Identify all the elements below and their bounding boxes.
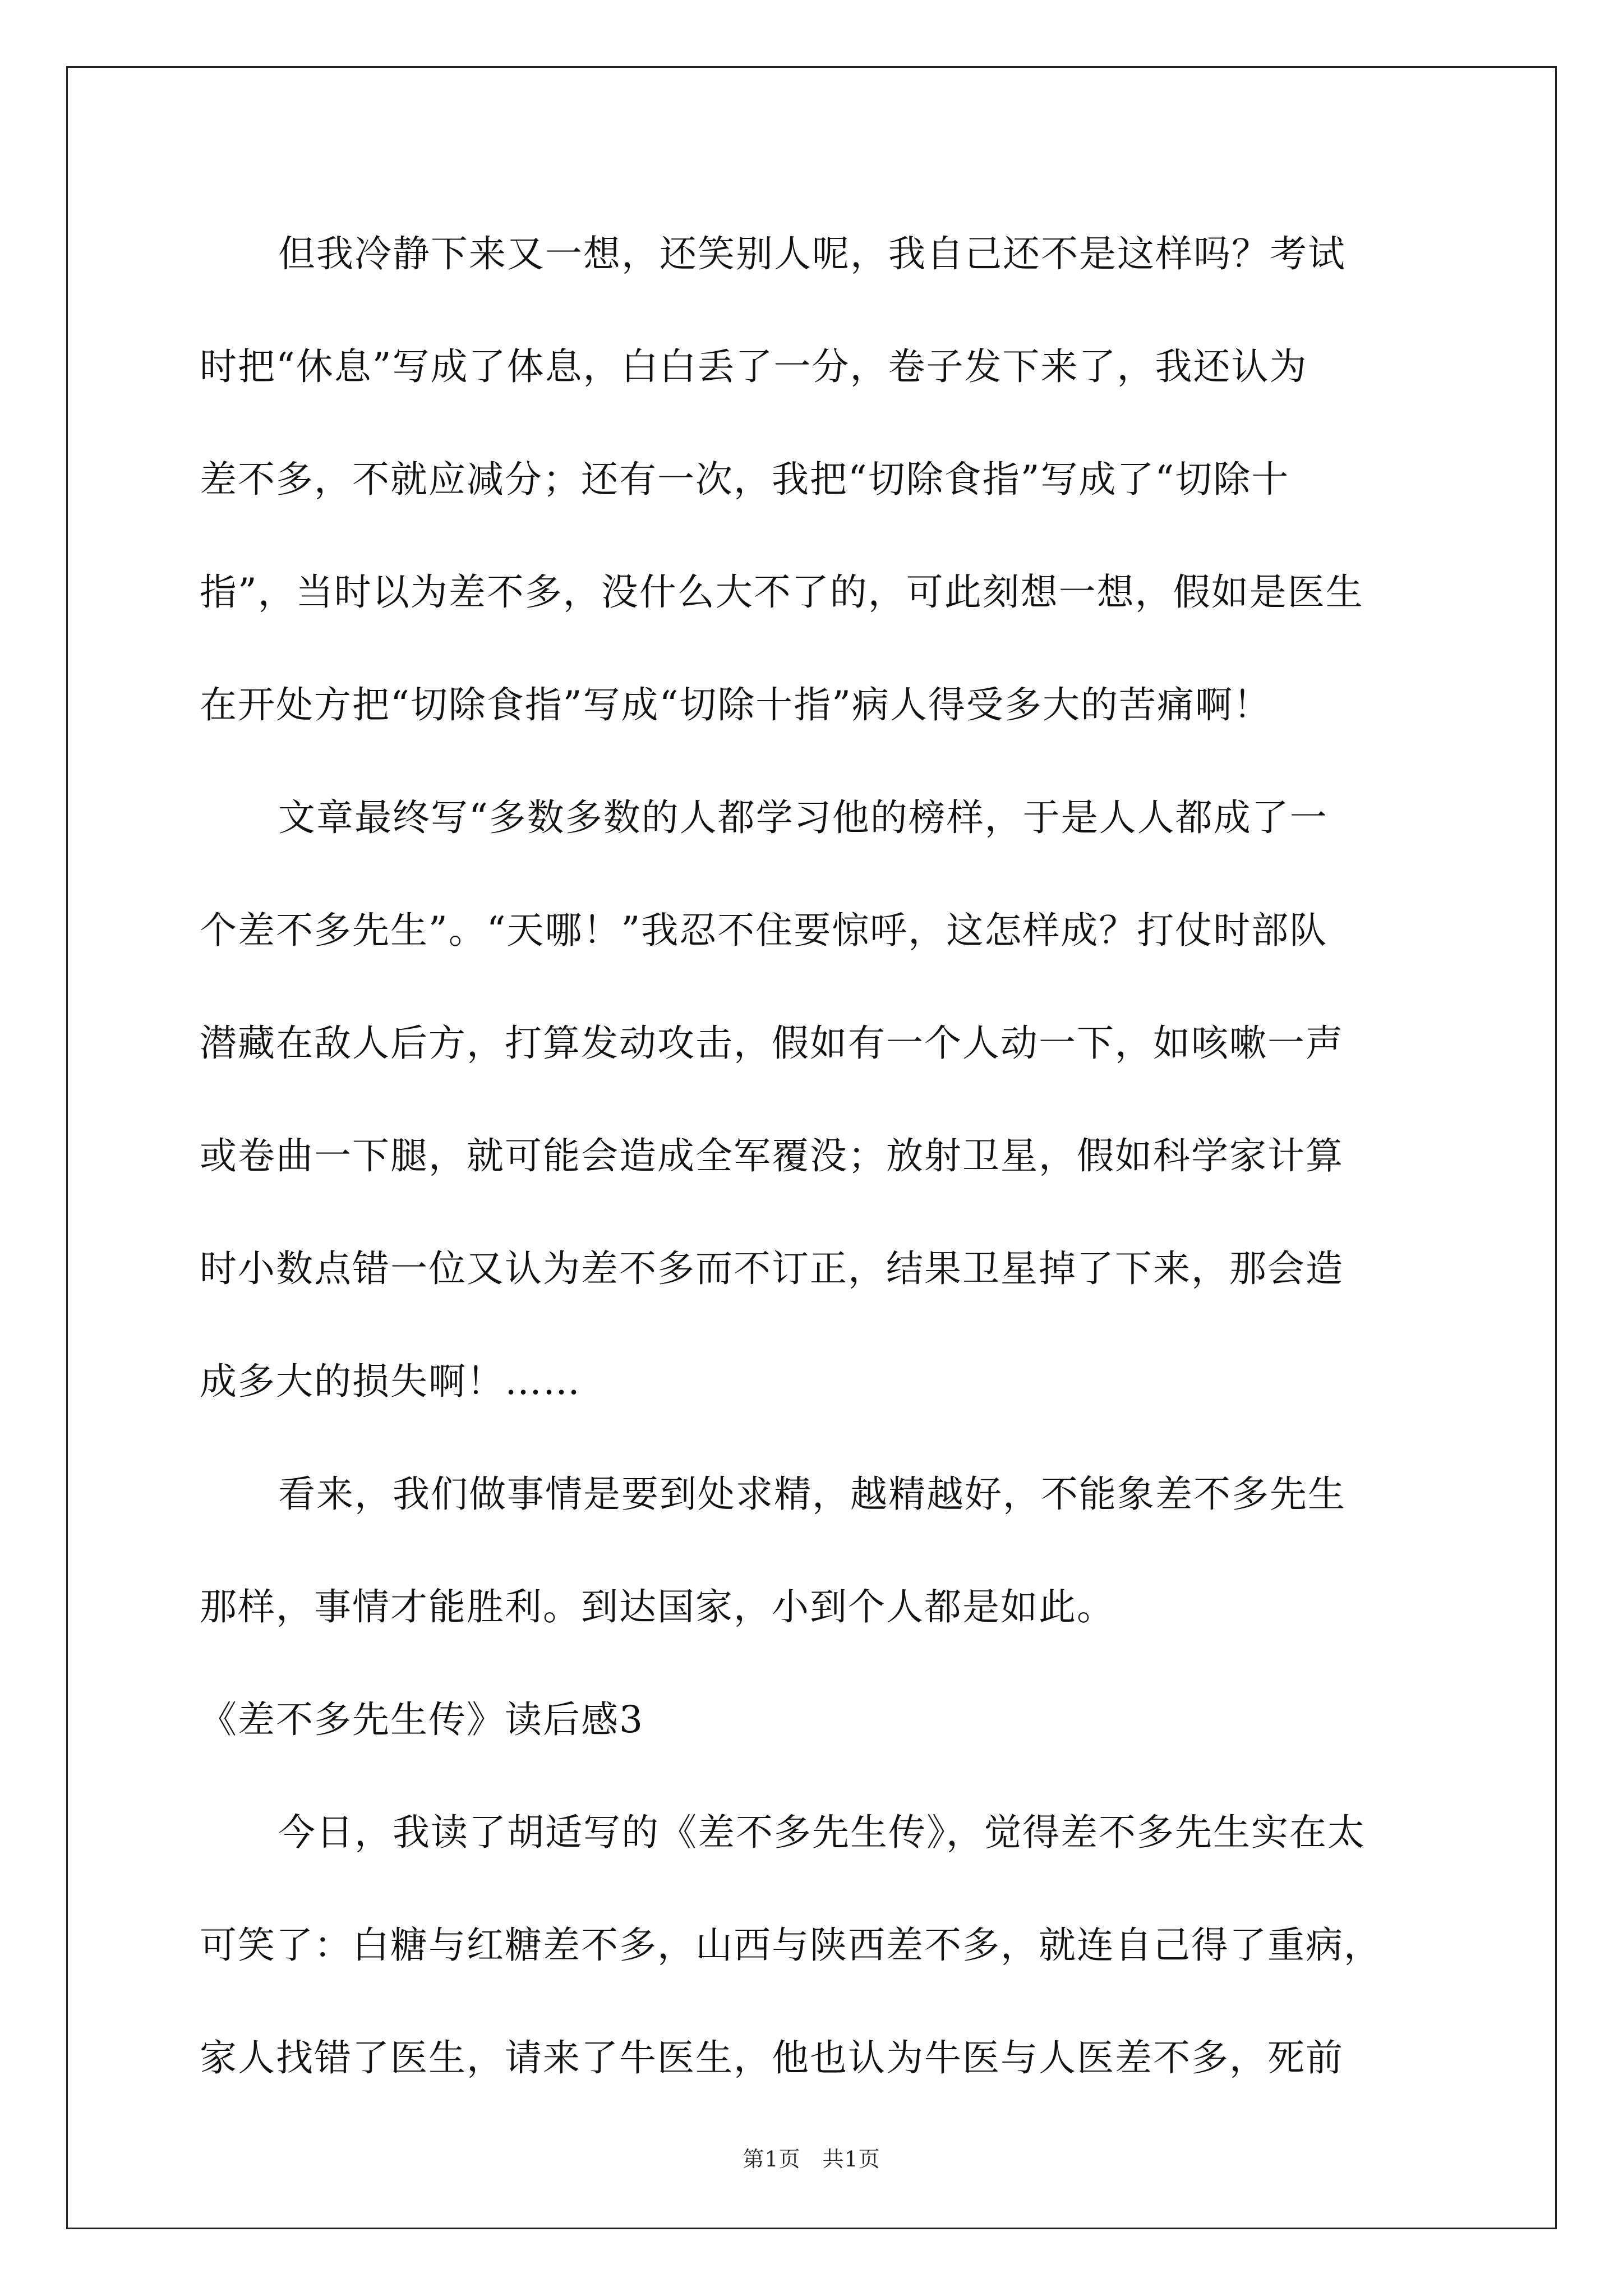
paragraph-line: 差不多，不就应减分；还有一次，我把“切除食指”写成了“切除十: [200, 458, 1290, 501]
paragraph-line: 那样，事情才能胜利。到达国家，小到个人都是如此。: [200, 1585, 1115, 1628]
page-number-footer: 第1页 共1页: [743, 2147, 880, 2171]
paragraph-line: 成多大的损失啊！……: [200, 1360, 581, 1403]
paragraph-line: 时小数点错一位又认为差不多而不订正，结果卫星掉了下来，那会造: [200, 1247, 1344, 1290]
document-body: [200, 224, 1428, 2141]
paragraph-line: 家人找错了医生，请来了牛医生，他也认为牛医与人医差不多，死前: [200, 2036, 1344, 2079]
paragraph-line: 或卷曲一下腿，就可能会造成全军覆没；放射卫星，假如科学家计算: [200, 1134, 1344, 1177]
paragraph-line: 今日，我读了胡适写的《差不多先生传》，觉得差不多先生实在太: [278, 1811, 1366, 1854]
paragraph-line: 指”，当时以为差不多，没什么大不了的，可此刻想一想，假如是医生: [200, 570, 1364, 614]
paragraph-line: 文章最终写“多数多数的人都学习他的榜样，于是人人都成了一: [278, 796, 1328, 839]
paragraph-line: 可笑了：白糖与红糖差不多，山西与陕西差不多，就连自己得了重病，: [200, 1924, 1382, 1967]
paragraph-line: 潜藏在敌人后方，打算发动攻击，假如有一个人动一下，如咳嗽一声: [200, 1022, 1344, 1065]
paragraph-line: 个差不多先生”。“天哪！”我忍不住要惊呼，这怎样成？打仗时部队: [200, 909, 1328, 952]
paragraph-line: 在开处方把“切除食指”写成“切除十指”病人得受多大的苦痛啊！: [200, 683, 1271, 726]
paragraph-line: 看来，我们做事情是要到处求精，越精越好，不能象差不多先生: [278, 1473, 1346, 1516]
paragraph-line: 时把“休息”写成了体息，白白丢了一分，卷子发下来了，我还认为: [200, 345, 1308, 388]
paragraph-line: 但我冷静下来又一想，还笑别人呢，我自己还不是这样吗？考试: [278, 232, 1346, 275]
section-heading: 《差不多先生传》读后感3: [200, 1698, 644, 1741]
